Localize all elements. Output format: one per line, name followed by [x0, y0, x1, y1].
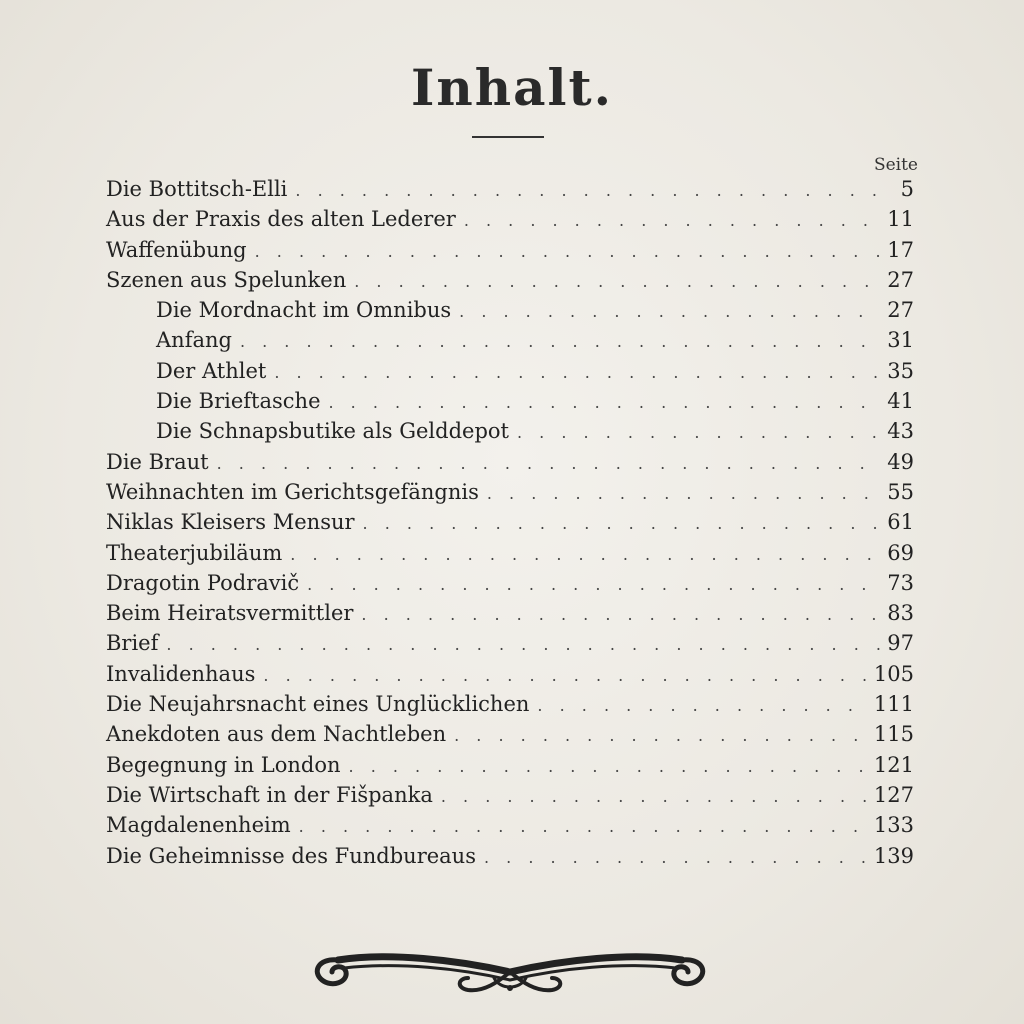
- toc-entry-page: 27: [887, 298, 914, 323]
- toc-entry: [106, 235, 914, 265]
- toc-entry-page: 27: [887, 267, 914, 292]
- scroll-ornament-icon: [308, 938, 712, 1000]
- toc-entry-page: 55: [887, 479, 914, 504]
- toc-entry-title: Die Neujahrsnacht eines Unglücklichen: [106, 692, 530, 717]
- dot-leader: [363, 509, 882, 539]
- toc-entry-page: 61: [887, 510, 914, 535]
- toc-entry-title: Begegnung in London: [106, 752, 341, 777]
- toc-entry: [106, 598, 914, 628]
- dot-leader: [329, 388, 882, 418]
- toc-entry-title: Invalidenhaus: [106, 661, 256, 686]
- toc-entry-title: Die Braut: [106, 449, 209, 474]
- dot-leader: [349, 752, 868, 782]
- toc-entry: [106, 507, 914, 537]
- toc-entry: [106, 719, 914, 749]
- dot-leader: [517, 418, 881, 448]
- toc-entry: [106, 386, 914, 416]
- toc-entry-title: Theaterjubiläum: [106, 540, 283, 565]
- dot-leader: [484, 843, 868, 873]
- toc-entry-title: Aus der Praxis des alten Lederer: [106, 207, 456, 232]
- toc-entry: [106, 659, 914, 689]
- toc-entry: [106, 204, 914, 234]
- toc-entry: [106, 477, 914, 507]
- toc-entry-page: 73: [887, 570, 914, 595]
- dot-leader: [464, 206, 881, 236]
- table-of-contents: [106, 174, 914, 871]
- page-title: Inhalt.: [411, 58, 613, 117]
- toc-entry: [106, 295, 914, 325]
- toc-entry: [106, 538, 914, 568]
- toc-entry-title: Die Brieftasche: [156, 389, 321, 414]
- toc-entry-page: 17: [887, 237, 914, 262]
- toc-entry-page: 127: [873, 782, 914, 807]
- toc-entry-page: 49: [887, 449, 914, 474]
- toc-entry: [106, 356, 914, 386]
- toc-entry: [106, 416, 914, 446]
- toc-entry-page: 115: [873, 722, 914, 747]
- toc-entry-title: Weihnachten im Gerichtsgefängnis: [106, 479, 479, 504]
- dot-leader: [441, 782, 868, 812]
- toc-entry-page: 11: [887, 207, 914, 232]
- toc-entry: [106, 447, 914, 477]
- toc-entry: [106, 568, 914, 598]
- dot-leader: [255, 237, 882, 267]
- toc-entry: [106, 628, 914, 658]
- dot-leader: [307, 570, 881, 600]
- toc-entry-page: 35: [887, 358, 914, 383]
- toc-entry-page: 111: [873, 692, 914, 717]
- toc-entry-title: Anfang: [156, 328, 232, 353]
- dot-leader: [274, 358, 881, 388]
- toc-entry-page: 139: [873, 843, 914, 868]
- dot-leader: [354, 267, 881, 297]
- dot-leader: [487, 479, 881, 509]
- toc-entry-title: Die Bottitsch-Elli: [106, 177, 288, 201]
- toc-entry-title: Die Geheimnisse des Fundbureaus: [106, 843, 476, 868]
- toc-entry: [106, 325, 914, 355]
- toc-entry-title: Brief: [106, 631, 159, 656]
- dot-leader: [295, 176, 886, 206]
- toc-entry: [106, 265, 914, 295]
- toc-entry-title: Waffenübung: [106, 237, 247, 262]
- toc-entry-title: Die Schnapsbutike als Gelddepot: [156, 419, 509, 444]
- toc-entry-title: Niklas Kleisers Mensur: [106, 510, 355, 535]
- toc-entry-title: Der Athlet: [156, 358, 267, 383]
- toc-entry: [106, 689, 914, 719]
- toc-entry-page: 133: [873, 813, 914, 838]
- toc-entry-page: 5: [900, 177, 914, 201]
- title-divider: [472, 136, 544, 138]
- toc-entry: [106, 780, 914, 810]
- dot-leader: [263, 661, 868, 691]
- dot-leader: [217, 449, 882, 479]
- toc-entry-page: 43: [887, 419, 914, 444]
- dot-leader: [166, 630, 881, 660]
- toc-entry-title: Anekdoten aus dem Nachtleben: [106, 722, 447, 747]
- toc-entry-title: Beim Heiratsvermittler: [106, 601, 354, 626]
- page-column-label: Seite: [873, 155, 918, 175]
- toc-entry: [106, 810, 914, 840]
- dot-leader: [454, 721, 868, 751]
- toc-entry-page: 69: [887, 540, 914, 565]
- toc-entry-title: Dragotin Podravič: [106, 570, 300, 595]
- toc-entry-title: Die Wirtschaft in der Fišpanka: [106, 782, 433, 807]
- toc-entry: [106, 174, 914, 204]
- toc-entry-page: 105: [873, 661, 914, 686]
- dot-leader: [290, 540, 881, 570]
- dot-leader: [537, 691, 867, 721]
- toc-entry-page: 121: [873, 752, 914, 777]
- dot-leader: [240, 327, 881, 357]
- toc-entry-title: Magdalenenheim: [106, 813, 291, 838]
- toc-entry-page: 31: [887, 328, 914, 353]
- toc-entry: [106, 750, 914, 780]
- toc-entry-title: Die Mordnacht im Omnibus: [156, 298, 452, 323]
- toc-entry-page: 41: [887, 389, 914, 414]
- dot-leader: [459, 297, 881, 327]
- dot-leader: [299, 812, 868, 842]
- dot-leader: [361, 600, 881, 630]
- toc-entry-page: 83: [887, 601, 914, 626]
- toc-entry-title: Szenen aus Spelunken: [106, 267, 347, 292]
- toc-entry-page: 97: [887, 631, 914, 656]
- toc-entry: [106, 841, 914, 871]
